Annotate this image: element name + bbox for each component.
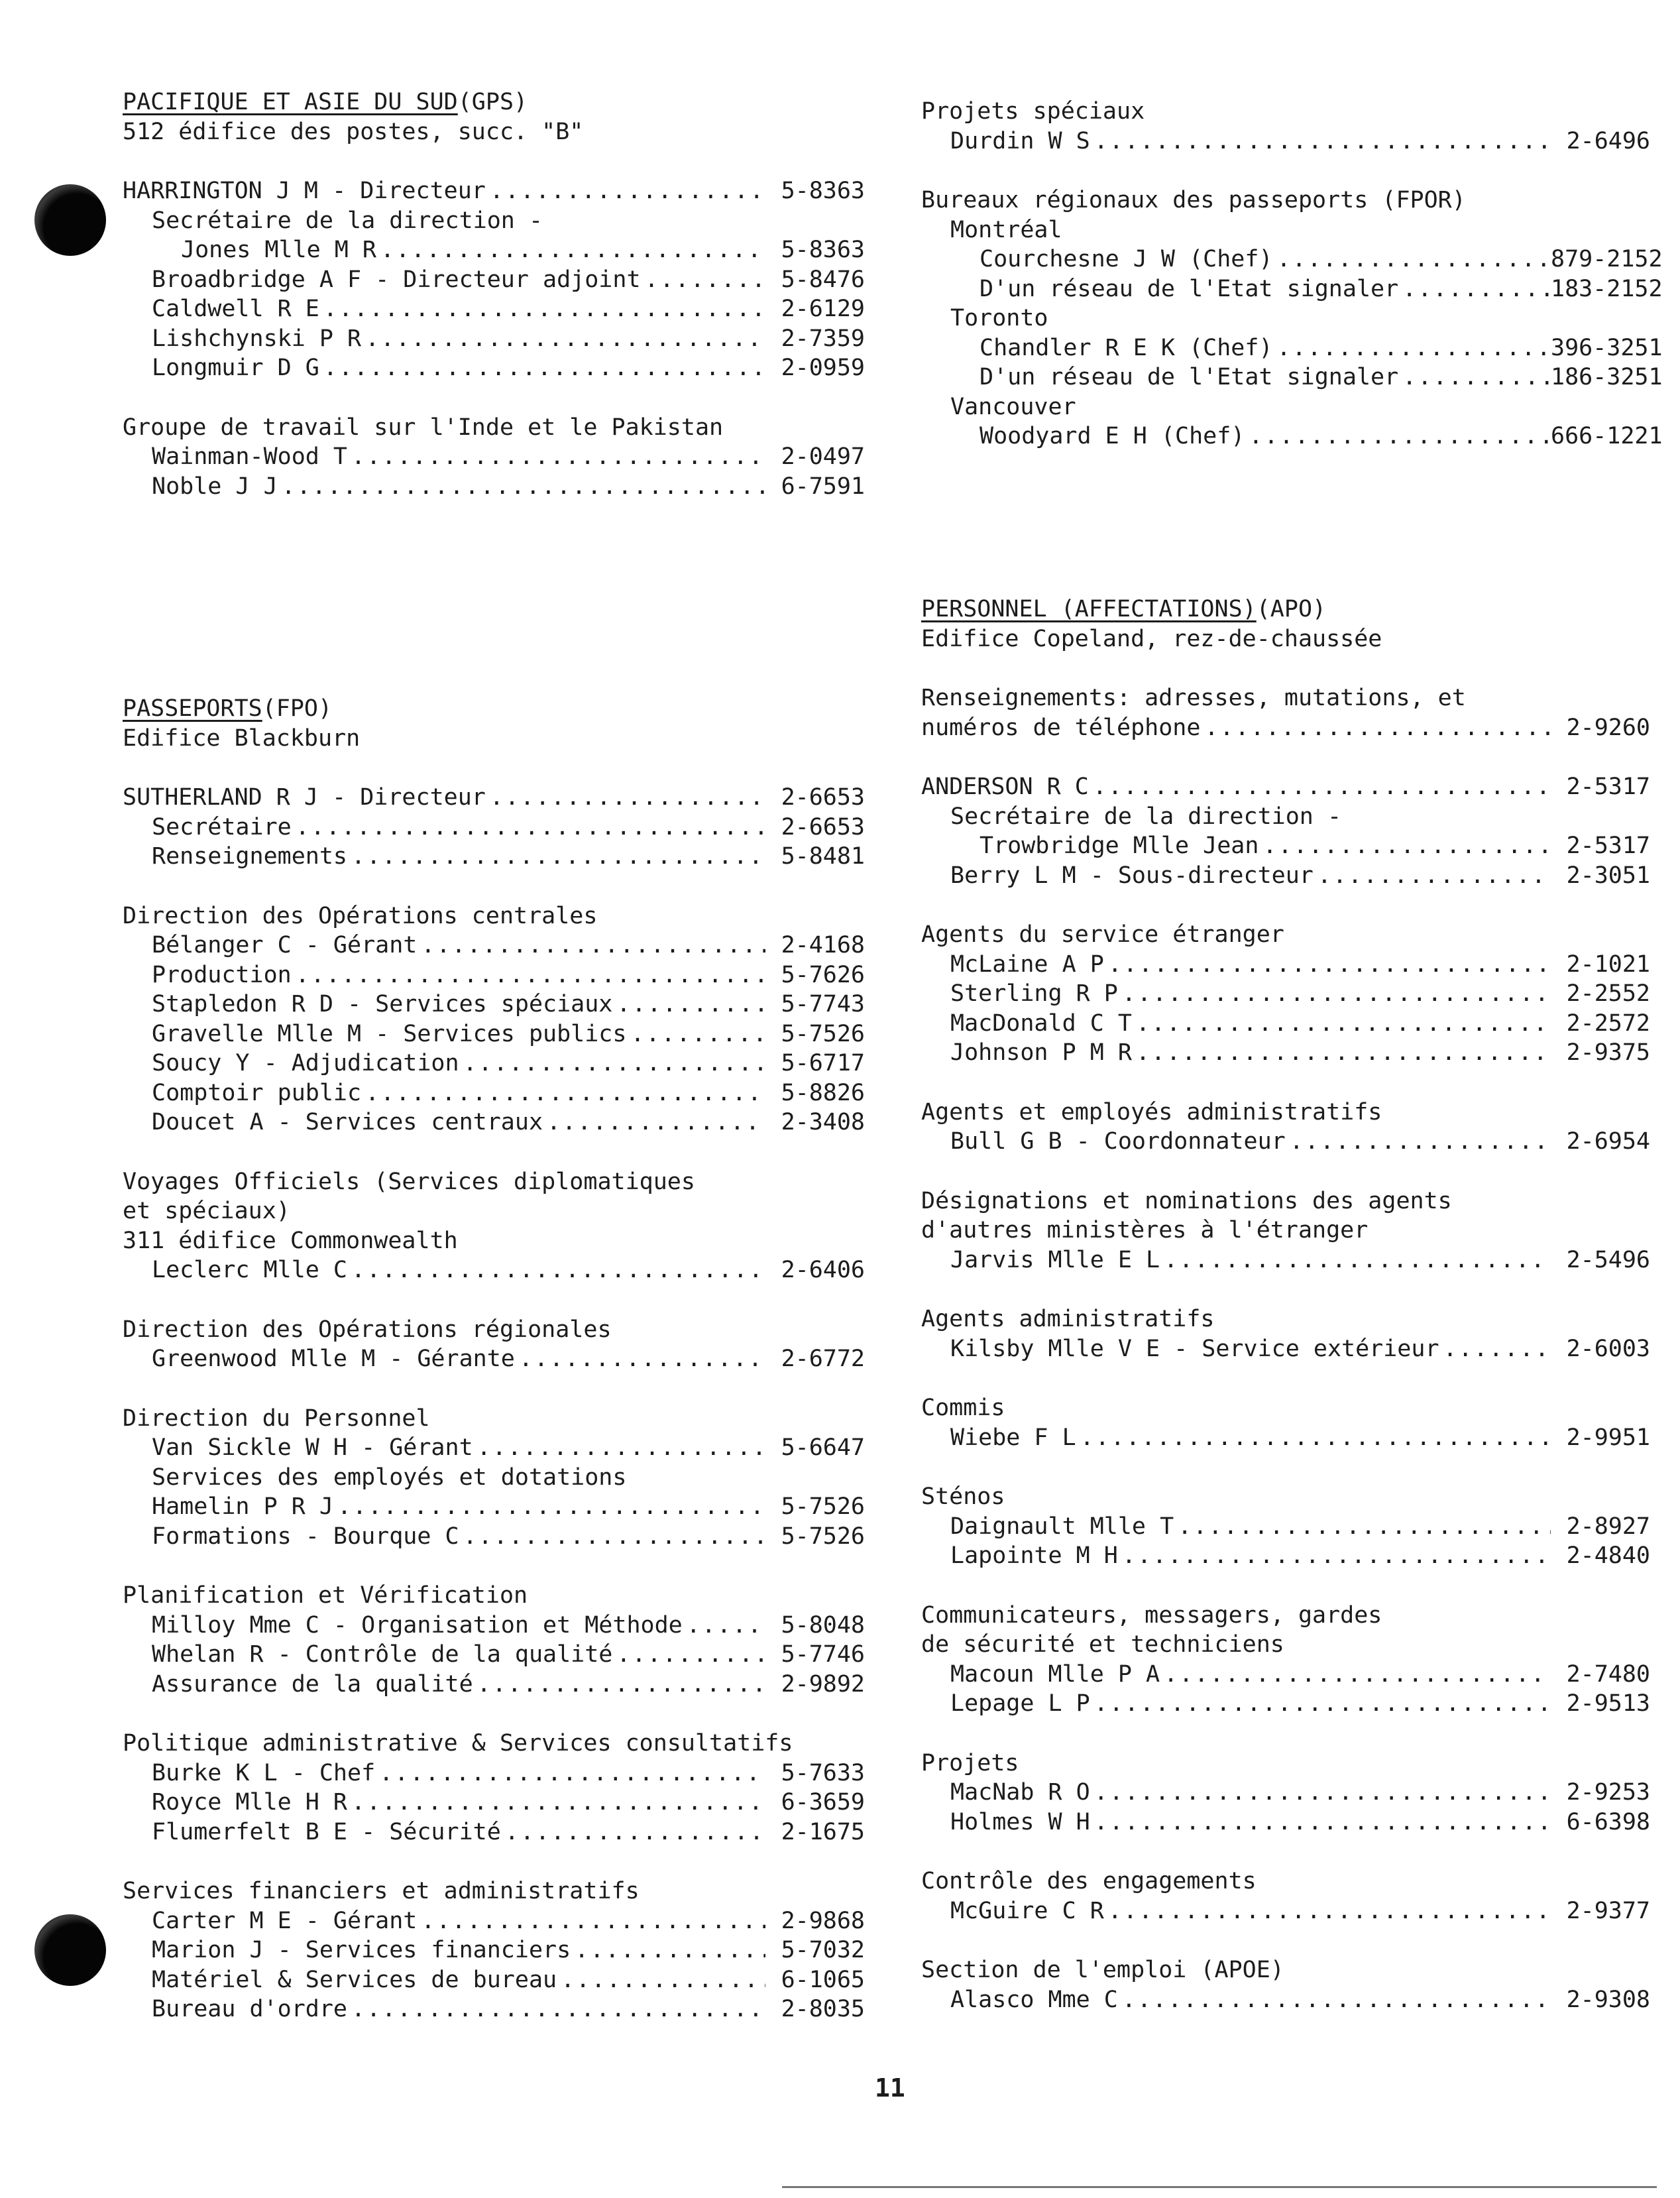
phone-number: 2-9868 (781, 1907, 865, 1934)
section-heading (921, 595, 1650, 624)
page-number: 11 (875, 2073, 905, 2103)
section-fpo (123, 694, 865, 2024)
directory-entry: Flumerfelt B E - Sécurité ..... 2-1675 (123, 1818, 865, 1847)
phone-number: 2-4840 (1566, 1542, 1650, 1569)
subheading: Agents du service étranger (921, 921, 1284, 948)
directory-entry: Lepage L P ..... 2-9513 (921, 1689, 1650, 1719)
subheading: Secrétaire de la direction - (152, 207, 543, 234)
phone-number: 666-1221 (1551, 423, 1663, 449)
directory-entry: Doucet A - Services centraux ..... 2-3408 (123, 1108, 865, 1137)
phone-number: 2-1021 (1566, 951, 1650, 978)
directory-entry: numéros de téléphone ..... 2-9260 (921, 713, 1650, 743)
directory-entry: Noble J J ..... 6-7591 (123, 472, 865, 502)
phone-number: 2-9377 (1566, 1897, 1650, 1924)
phone-number: 2-6653 (781, 813, 865, 840)
subheading: Planification et Vérification (123, 1582, 528, 1609)
subheading: Sténos (921, 1483, 1005, 1510)
phone-number: 2-0959 (781, 355, 865, 381)
phone-number: 2-9951 (1566, 1424, 1650, 1451)
directory-entry: Courchesne J W (Chef) ..... 879-2152 (921, 245, 1650, 274)
directory-entry: Berry L M - Sous-directeur ..... 2-3051 (921, 861, 1650, 891)
phone-number: 5-8826 (781, 1079, 865, 1106)
section-address: Edifice Blackburn (123, 724, 361, 752)
phone-number: 2-2572 (1566, 1010, 1650, 1037)
phone-number: 183-2152 (1551, 275, 1663, 302)
directory-entry: Holmes W H ..... 6-6398 (921, 1808, 1650, 1837)
section-heading (123, 87, 865, 117)
subheading: Section de l'emploi (APOE) (921, 1957, 1284, 1983)
directory-entry: Lapointe M H ..... 2-4840 (921, 1541, 1650, 1571)
phone-number: 2-9513 (1566, 1690, 1650, 1717)
section-heading (123, 694, 865, 724)
phone-number: 5-6717 (781, 1050, 865, 1076)
phone-number: 2-5317 (1566, 774, 1650, 800)
city-heading: Toronto (950, 305, 1048, 331)
directory-entry: Burke K L - Chef ..... 5-7633 (123, 1759, 865, 1788)
phone-number: 6-6398 (1566, 1808, 1650, 1835)
subheading: Services financiers et administratifs (123, 1878, 640, 1904)
subheading: Communicateurs, messagers, gardes (921, 1601, 1382, 1629)
subheading: Agents et employés administratifs (921, 1098, 1382, 1126)
phone-number: 2-2552 (1566, 980, 1650, 1007)
directory-entry: Comptoir public ..... 5-8826 (123, 1078, 865, 1108)
section-title: PERSONNEL (AFFECTATIONS) (921, 596, 1257, 622)
phone-number: 2-0497 (781, 443, 865, 470)
phone-number: 5-7743 (781, 991, 865, 1017)
phone-number: 6-3659 (781, 1789, 865, 1816)
phone-number: 2-9308 (1566, 1986, 1650, 2013)
subheading: d'autres ministères à l'étranger (921, 1217, 1369, 1244)
subheading: Groupe de travail sur l'Inde et le Pakistan (123, 414, 724, 441)
phone-number: 6-7591 (781, 473, 865, 500)
directory-entry: Renseignements ..... 5-8481 (123, 842, 865, 872)
subheading: Projets spéciaux (921, 98, 1145, 125)
section-code: (APO) (1256, 596, 1327, 622)
directory-entry: Van Sickle W H - Gérant ..... 5-6647 (123, 1433, 865, 1463)
directory-entry: Sterling R P ..... 2-2552 (921, 979, 1650, 1009)
directory-entry: Royce Mlle H R ..... 6-3659 (123, 1788, 865, 1818)
phone-number: 2-6003 (1566, 1335, 1650, 1362)
phone-number: 2-5496 (1566, 1246, 1650, 1273)
phone-number: 5-7626 (781, 961, 865, 988)
subheading-address: 311 édifice Commonwealth (123, 1227, 458, 1254)
subheading: Renseignements: adresses, mutations, et (921, 685, 1466, 711)
subheading: Direction des Opérations régionales (123, 1316, 612, 1343)
subheading: Services des employés et dotations (152, 1464, 627, 1491)
phone-number: 5-7526 (781, 1020, 865, 1047)
directory-entry: Matériel & Services de bureau ..... 6-1065 (123, 1965, 865, 1995)
phone-number: 2-7359 (781, 325, 865, 352)
directory-entry: HARRINGTON J M - Directeur ..... 5-8363 (123, 176, 865, 206)
phone-number: 2-9260 (1566, 714, 1650, 741)
phone-number: 2-6772 (781, 1346, 865, 1372)
directory-entry: MacDonald C T ..... 2-2572 (921, 1009, 1650, 1039)
phone-number: 2-9892 (781, 1670, 865, 1698)
phone-number: 5-8476 (781, 266, 865, 293)
directory-entry: Wainman-Wood T ..... 2-0497 (123, 442, 865, 472)
directory-entry: Macoun Mlle P A ..... 2-7480 (921, 1660, 1650, 1690)
section-projets-speciaux (921, 97, 1663, 451)
directory-entry: ANDERSON R C ..... 2-5317 (921, 772, 1650, 802)
section-address: Edifice Copeland, rez-de-chaussée (921, 625, 1382, 652)
directory-entry: Woodyard E H (Chef) ..... 666-1221 (921, 422, 1650, 451)
subheading: Direction des Opérations centrales (123, 902, 598, 929)
city-heading: Vancouver (950, 393, 1076, 420)
directory-entry: MacNab R O ..... 2-9253 (921, 1778, 1650, 1808)
directory-entry: Johnson P M R ..... 2-9375 (921, 1038, 1650, 1068)
section-apo (921, 595, 1650, 2014)
directory-entry: Greenwood Mlle M - Gérante ..... 2-6772 (123, 1344, 865, 1374)
phone-number: 2-6406 (781, 1257, 865, 1283)
phone-number: 2-6954 (1566, 1128, 1650, 1155)
section-code: (GPS) (457, 89, 528, 115)
directory-entry: Bull G B - Coordonnateur ..... 2-6954 (921, 1127, 1650, 1157)
section-gps (123, 87, 865, 501)
phone-number: 2-7480 (1566, 1660, 1650, 1688)
subheading: et spéciaux) (123, 1198, 290, 1224)
phone-number: 6-1065 (781, 1966, 865, 1993)
directory-entry: Broadbridge A F - Directeur adjoint ..... 5-8476 (123, 265, 865, 295)
directory-entry: Caldwell R E ..... 2-6129 (123, 294, 865, 324)
phone-number: 2-3051 (1566, 862, 1650, 889)
directory-entry: Alasco Mme C ..... 2-9308 (921, 1985, 1650, 2015)
section-title: PASSEPORTS (123, 695, 262, 722)
phone-number: 5-8363 (781, 178, 865, 204)
directory-entry: Stapledon R D - Services spéciaux ..... 5-7743 (123, 990, 865, 1019)
subheading: Politique administrative & Services consultatifs (123, 1730, 793, 1757)
phone-number: 2-9375 (1566, 1039, 1650, 1066)
phone-number: 879-2152 (1551, 246, 1663, 272)
phone-number: 2-8035 (781, 1996, 865, 2022)
directory-entry: McGuire C R ..... 2-9377 (921, 1896, 1650, 1926)
phone-number: 2-1675 (781, 1818, 865, 1845)
directory-entry: Daignault Mlle T ..... 2-8927 (921, 1512, 1650, 1542)
phone-number: 396-3251 (1551, 334, 1663, 361)
phone-number: 5-7526 (781, 1493, 865, 1520)
phone-number: 2-5317 (1566, 833, 1650, 859)
directory-entry: Jones Mlle M R ..... 5-8363 (123, 235, 865, 265)
directory-entry: Formations - Bourque C ..... 5-7526 (123, 1522, 865, 1552)
subheading: de sécurité et techniciens (921, 1631, 1284, 1658)
directory-entry: Marion J - Services financiers ..... 5-7032 (123, 1936, 865, 1965)
directory-entry: Soucy Y - Adjudication ..... 5-6717 (123, 1049, 865, 1078)
phone-number: 5-7526 (781, 1523, 865, 1550)
subheading: Commis (921, 1395, 1005, 1421)
phone-number: 186-3251 (1551, 364, 1663, 390)
directory-entry: SUTHERLAND R J - Directeur ..... 2-6653 (123, 783, 865, 813)
subheading: Secrétaire de la direction - (950, 803, 1342, 830)
directory-entry: Kilsby Mlle V E - Service extérieur ..... 2-6003 (921, 1334, 1650, 1364)
directory-entry: Bélanger C - Gérant ..... 2-4168 (123, 931, 865, 960)
phone-number: 5-6647 (781, 1434, 865, 1461)
directory-entry: Production ..... 5-7626 (123, 960, 865, 990)
directory-entry: Bureau d'ordre ..... 2-8035 (123, 1995, 865, 2024)
directory-entry: D'un réseau de l'Etat signaler ..... 186-3251 (921, 363, 1650, 392)
directory-entry: Durdin W S ..... 2-6496 (921, 127, 1650, 156)
phone-number: 2-4168 (781, 932, 865, 958)
directory-entry: Lishchynski P R ..... 2-7359 (123, 324, 865, 354)
scan-edge-line (782, 2186, 1657, 2188)
directory-entry: Whelan R - Contrôle de la qualité ..... 5-7746 (123, 1640, 865, 1670)
directory-entry: Trowbridge Mlle Jean ..... 2-5317 (921, 831, 1650, 861)
phone-number: 2-6496 (1566, 127, 1650, 154)
phone-number: 5-8481 (781, 843, 865, 870)
directory-entry: Longmuir D G ..... 2-0959 (123, 353, 865, 383)
punch-hole-top (34, 184, 106, 256)
phone-number: 5-7032 (781, 1937, 865, 1963)
subheading: Bureaux régionaux des passeports (FPOR) (921, 187, 1466, 213)
phone-number: 5-8363 (781, 237, 865, 263)
directory-entry: Leclerc Mlle C ..... 2-6406 (123, 1255, 865, 1285)
subheading: Direction du Personnel (123, 1405, 430, 1432)
city-heading: Montréal (950, 216, 1062, 243)
phone-number: 5-7633 (781, 1759, 865, 1786)
directory-entry: Carter M E - Gérant ..... 2-9868 (123, 1906, 865, 1936)
phone-number: 2-3408 (781, 1109, 865, 1135)
section-code: (FPO) (262, 695, 333, 722)
directory-entry: Gravelle Mlle M - Services publics ..... 5-7526 (123, 1019, 865, 1049)
subheading: Désignations et nominations des agents (921, 1187, 1452, 1214)
phone-number: 2-6129 (781, 296, 865, 322)
subheading: Voyages Officiels (Services diplomatiques (123, 1168, 695, 1195)
phone-number: 2-8927 (1566, 1513, 1650, 1540)
phone-number: 5-8048 (781, 1611, 865, 1639)
phone-number: 2-9253 (1566, 1779, 1650, 1806)
directory-entry: Wiebe F L ..... 2-9951 (921, 1423, 1650, 1453)
punch-hole-bottom (34, 1914, 106, 1986)
directory-entry: Assurance de la qualité ..... 2-9892 (123, 1670, 865, 1700)
directory-entry: D'un réseau de l'Etat signaler ..... 183-2152 (921, 274, 1650, 304)
subheading: Contrôle des engagements (921, 1868, 1257, 1894)
directory-entry: McLaine A P ..... 2-1021 (921, 950, 1650, 980)
directory-entry: Jarvis Mlle E L ..... 2-5496 (921, 1245, 1650, 1275)
subheading: Projets (921, 1749, 1019, 1776)
directory-entry: Secrétaire ..... 2-6653 (123, 813, 865, 842)
section-address: 512 édifice des postes, succ. "B" (123, 118, 584, 145)
directory-entry: Chandler R E K (Chef) ..... 396-3251 (921, 333, 1650, 363)
subheading: Agents administratifs (921, 1306, 1215, 1332)
directory-entry: Hamelin P R J ..... 5-7526 (123, 1492, 865, 1522)
phone-number: 2-6653 (781, 784, 865, 811)
phone-number: 5-7746 (781, 1641, 865, 1668)
directory-entry: Milloy Mme C - Organisation et Méthode ..... 5-8048 (123, 1611, 865, 1641)
section-title: PACIFIQUE ET ASIE DU SUD (123, 89, 458, 115)
